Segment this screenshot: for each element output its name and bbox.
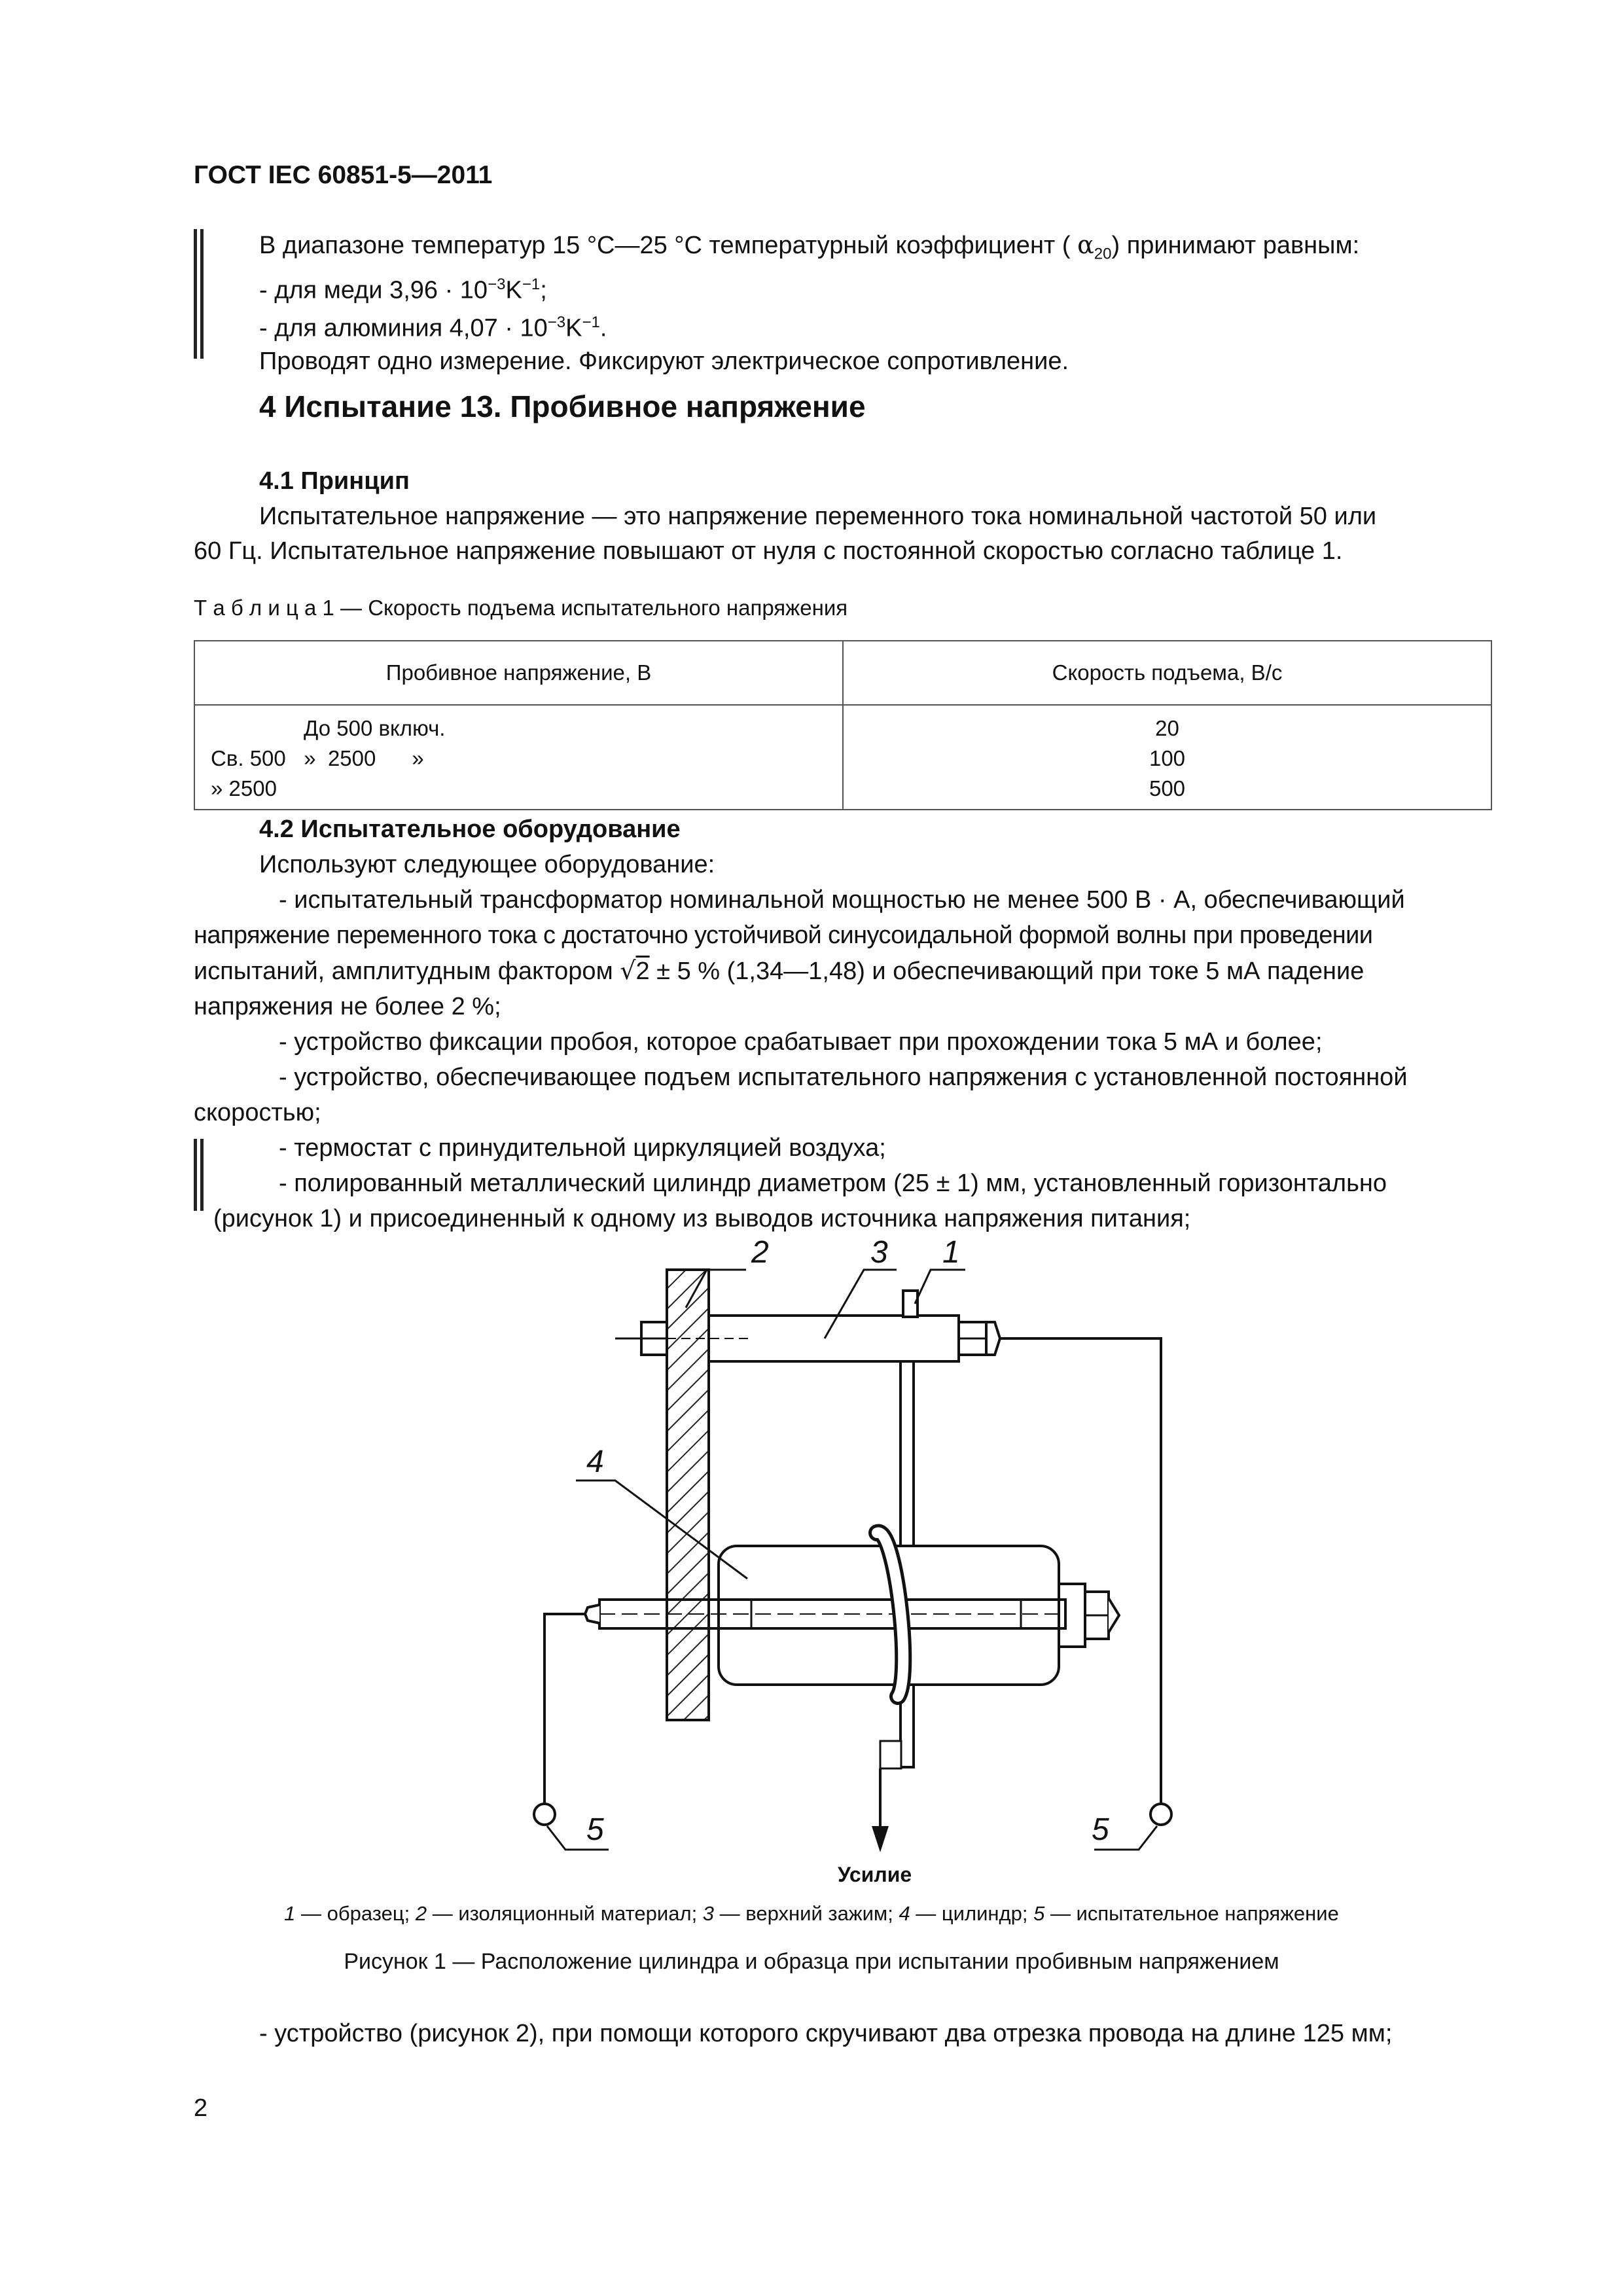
intro-aluminium: - для алюминия $4,07 \cdot 10^{-3}K^{-1}$. [259,314,607,342]
table-cell-line: 20 [1155,716,1179,740]
bullet-5-line-2: (рисунок 1) и присоединенный к одному из выводов источника напряжения питания; [213,1205,1191,1232]
s41-paragraph-line-2: 60 Гц. Испытательное напряжение повышают от нуля с постоянной скоростью согласно таблице 1. [194,537,1343,565]
table-cell-line: 100 [1149,746,1186,770]
force-arrow [872,1768,889,1852]
section-title: 4 Испытание 13. Пробивное напряжение [259,389,866,423]
cylinder [719,1546,1119,1685]
figure-label-4: 4 [586,1444,604,1479]
bullet-1-line-4: напряжения не более 2 %; [194,993,501,1020]
bullet-3-line-1: - устройство, обеспечивающее подъем испытательного напряжения с установленной постоянной [279,1064,1408,1091]
bullet-1-line-3: испытаний, амплитудным фактором √2 ± 5 % (1,34—1,48) и обеспечивающий при токе 5 мА падение [194,956,1364,985]
figure-label-3: 3 [870,1235,888,1270]
table-cell-line: Св. 500 » 2500 » [211,746,424,770]
bullet-2: - устройство фиксации пробоя, которое срабатывает при прохождении тока 5 мА и более; [279,1028,1323,1056]
figure-label-5-left: 5 [586,1812,604,1847]
force-label: Усилие [838,1863,912,1886]
page-number: 2 [194,2094,208,2122]
figure-label-1: 1 [942,1235,960,1270]
bullet-6: - устройство (рисунок 2), при помощи которого скручивают два отрезка провода на длине 125 мм; [259,2020,1393,2047]
table-header-cell: Пробивное напряжение, В [194,641,843,705]
subsection-title: 4.2 Испытательное оборудование [259,816,681,843]
document-header: ГОСТ IEC 60851-5—2011 [194,161,493,189]
insulating-plate [667,1270,709,1720]
table-cell-line: До 500 включ. [304,716,446,740]
figure-label-2: 2 [751,1235,769,1270]
bullet-5-line-1: - полированный металлический цилиндр диаметром (25 ± 1) мм, установленный горизонтально [279,1170,1387,1197]
bullet-4: - термостат с принудительной циркуляцией воздуха; [279,1134,886,1162]
figure-label-5-right: 5 [1092,1812,1109,1847]
figure-legend: 1 — образец; 2 — изоляционный материал; 3 — верхний зажим; 4 — цилиндр; 5 — испытательное напряжение [284,1902,1339,1925]
bullet-1-line-1: - испытательный трансформатор номинальной мощностью не менее 500 В · А, обеспечивающий [279,886,1405,914]
intro-copper: - для меди $3,96 \cdot 10^{-3}K^{-1}$; [259,275,547,304]
intro-line-4: Проводят одно измерение. Фиксируют электрическое сопротивление. [259,347,1069,375]
s42-intro: Используют следующее оборудование: [259,851,715,878]
s41-paragraph-line-1: Испытательное напряжение — это напряжение переменного тока номинальной частотой 50 или [259,503,1377,530]
bullet-3-line-2: скоростью; [194,1099,321,1126]
figure-caption: Рисунок 1 — Расположение цилиндра и образца при испытании пробивным напряжением [344,1949,1279,1974]
table-header-cell: Скорость подъема, В/с [843,641,1491,705]
table-caption: Т а б л и ц а 1 — Скорость подъема испытательного напряжения [194,596,848,620]
table-cell-line: 500 [1149,776,1186,800]
bullet-1-line-2: напряжение переменного тока с достаточно устойчивой синусоидальной формой волны при проведении [194,922,1373,949]
table-cell-line: » 2500 [211,776,277,800]
subsection-title: 4.1 Принцип [259,467,410,495]
intro-line-1: В диапазоне температур 15 °С—25 °С температурный коэффициент ( $\alpha_{20}$) принимают равным: [259,230,1360,263]
